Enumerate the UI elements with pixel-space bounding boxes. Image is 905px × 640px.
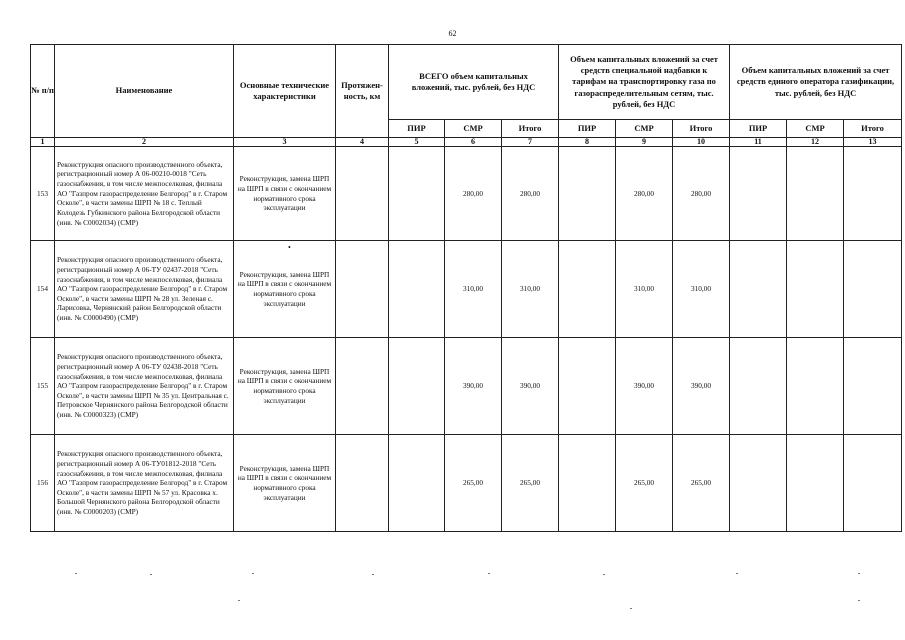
tech-characteristics: Реконструкция, замена ШРП на ШРП в связи с окончанием нормативного срока эксплуатации	[234, 435, 336, 532]
special-pir-value	[559, 241, 616, 338]
object-name: Реконструкция опасного производственного объекта, регистрационный номер А 06-ТУ 02437-2018 "Сеть газоснабжения, в том числе межпоселковая, филиала АО "Газпром газораспределение Белгород" в г. Старом Осколе", в части замены ШРП № 28 ул. Зеленая с. Ларисовка, Чернянский район Белгородской области (инв. № С0000490) (СМР)	[55, 241, 234, 338]
header-no: № п/п	[31, 45, 55, 138]
special-itogo-value: 280,00	[673, 147, 730, 241]
total-smr-value: 265,00	[445, 435, 502, 532]
scan-speck	[150, 574, 152, 575]
length-value	[336, 435, 389, 532]
total-pir-value	[389, 338, 445, 435]
header-name: Наименование	[55, 45, 234, 138]
special-pir-value	[559, 147, 616, 241]
header-operator-pir: ПИР	[730, 120, 787, 138]
header-operator-itogo: Итого	[844, 120, 902, 138]
total-pir-value	[389, 147, 445, 241]
header-special-itogo: Итого	[673, 120, 730, 138]
table-row	[31, 435, 902, 532]
column-number: 4	[336, 138, 389, 147]
object-name: Реконструкция опасного производственного объекта, регистрационный номер А 06-ТУ 02438-2018 "Сеть газоснабжения, в том числе межпоселковая, филиала АО "Газпром газораспределение Белгород" в г. Старом Осколе", в части замены ШРП № 35 ул. Центральная с. Петровское Чернянского района Белгородской области (инв. № С0000323) (СМР)	[55, 338, 234, 435]
scan-speck	[75, 573, 77, 574]
header-tech: Основные технические характеристики	[234, 45, 336, 138]
header-total-smr: СМР	[445, 120, 502, 138]
object-name: Реконструкция опасного производственного объекта, регистрационный номер А 06-00210-0018 "Сеть газоснабжения, в том числе межпоселковая, филиала АО "Газпром газораспределение Белгород" в г. Старом Осколе", в части замены ШРП № 18 с. Теплый Колодезь Губкинского района Белгородской области (инв. № С0002034) (СМР)	[55, 147, 234, 241]
length-value	[336, 338, 389, 435]
special-itogo-value: 265,00	[673, 435, 730, 532]
table-row	[31, 147, 902, 241]
operator-pir-value	[730, 147, 787, 241]
object-name: Реконструкция опасного производственного объекта, регистрационный номер А 06-ТУ01812-2018 "Сеть газоснабжения, в том числе межпоселковая, филиала АО "Газпром газораспределение Белгород" в г. Старом Осколе", в части замены ШРП № 57 ул. Красовка х. Большой Чернянского района Белгородской области (инв. № С0000203) (СМР)	[55, 435, 234, 532]
special-smr-value: 390,00	[616, 338, 673, 435]
column-number: 10	[673, 138, 730, 147]
column-number: 11	[730, 138, 787, 147]
header-total-itogo: Итого	[502, 120, 559, 138]
scan-speck	[603, 574, 605, 575]
operator-itogo-value	[844, 338, 902, 435]
scan-speck	[736, 573, 738, 574]
total-itogo-value: 265,00	[502, 435, 559, 532]
scan-speck	[372, 574, 374, 575]
column-number: 3	[234, 138, 336, 147]
operator-pir-value	[730, 338, 787, 435]
investment-table	[30, 44, 902, 532]
page-number: 62	[448, 29, 457, 38]
scan-speck	[858, 573, 860, 574]
total-smr-value: 390,00	[445, 338, 502, 435]
table-row	[31, 241, 902, 338]
special-itogo-value: 310,00	[673, 241, 730, 338]
column-number-row	[31, 138, 902, 147]
operator-smr-value	[787, 241, 844, 338]
column-number: 9	[616, 138, 673, 147]
header-special-smr: СМР	[616, 120, 673, 138]
header-total-group: ВСЕГО объем капитальных вложений, тыс. рублей, без НДС	[389, 45, 559, 120]
scan-speck	[858, 600, 860, 601]
total-pir-value	[389, 241, 445, 338]
scan-speck	[238, 600, 240, 601]
operator-pir-value	[730, 241, 787, 338]
column-number: 7	[502, 138, 559, 147]
header-length: Протяжен-ность, км	[336, 45, 389, 138]
special-pir-value	[559, 435, 616, 532]
tech-characteristics: Реконструкция, замена ШРП на ШРП в связи с окончанием нормативного срока эксплуатации	[234, 241, 336, 338]
row-number: 156	[31, 435, 55, 532]
total-itogo-value: 280,00	[502, 147, 559, 241]
column-number: 6	[445, 138, 502, 147]
row-number: 153	[31, 147, 55, 241]
header-special-group: Объем капитальных вложений за счет средств специальной надбавки к тарифам на транспортировку газа по газораспределительным сетям, тыс. рублей, без НДС	[559, 45, 730, 120]
scan-dot: •	[288, 243, 291, 252]
tech-characteristics: Реконструкция, замена ШРП на ШРП в связи с окончанием нормативного срока эксплуатации	[234, 147, 336, 241]
operator-pir-value	[730, 435, 787, 532]
special-smr-value: 265,00	[616, 435, 673, 532]
special-pir-value	[559, 338, 616, 435]
operator-itogo-value	[844, 241, 902, 338]
column-number: 12	[787, 138, 844, 147]
total-itogo-value: 390,00	[502, 338, 559, 435]
operator-smr-value	[787, 338, 844, 435]
operator-itogo-value	[844, 435, 902, 532]
header-operator-smr: СМР	[787, 120, 844, 138]
special-smr-value: 310,00	[616, 241, 673, 338]
column-number: 8	[559, 138, 616, 147]
scan-speck	[252, 573, 254, 574]
total-smr-value: 280,00	[445, 147, 502, 241]
total-pir-value	[389, 435, 445, 532]
header-operator-group: Объем капитальных вложений за счет средств единого оператора газификации, тыс. рублей, без НДС	[730, 45, 902, 120]
total-itogo-value: 310,00	[502, 241, 559, 338]
operator-itogo-value	[844, 147, 902, 241]
scan-speck	[630, 608, 632, 609]
special-smr-value: 280,00	[616, 147, 673, 241]
tech-characteristics: Реконструкция, замена ШРП на ШРП в связи с окончанием нормативного срока эксплуатации	[234, 338, 336, 435]
header-special-pir: ПИР	[559, 120, 616, 138]
length-value	[336, 241, 389, 338]
operator-smr-value	[787, 147, 844, 241]
header-total-pir: ПИР	[389, 120, 445, 138]
total-smr-value: 310,00	[445, 241, 502, 338]
table-row	[31, 338, 902, 435]
column-number: 2	[55, 138, 234, 147]
operator-smr-value	[787, 435, 844, 532]
special-itogo-value: 390,00	[673, 338, 730, 435]
row-number: 155	[31, 338, 55, 435]
column-number: 5	[389, 138, 445, 147]
length-value	[336, 147, 389, 241]
scan-speck	[488, 573, 490, 574]
row-number: 154	[31, 241, 55, 338]
column-number: 1	[31, 138, 55, 147]
column-number: 13	[844, 138, 902, 147]
